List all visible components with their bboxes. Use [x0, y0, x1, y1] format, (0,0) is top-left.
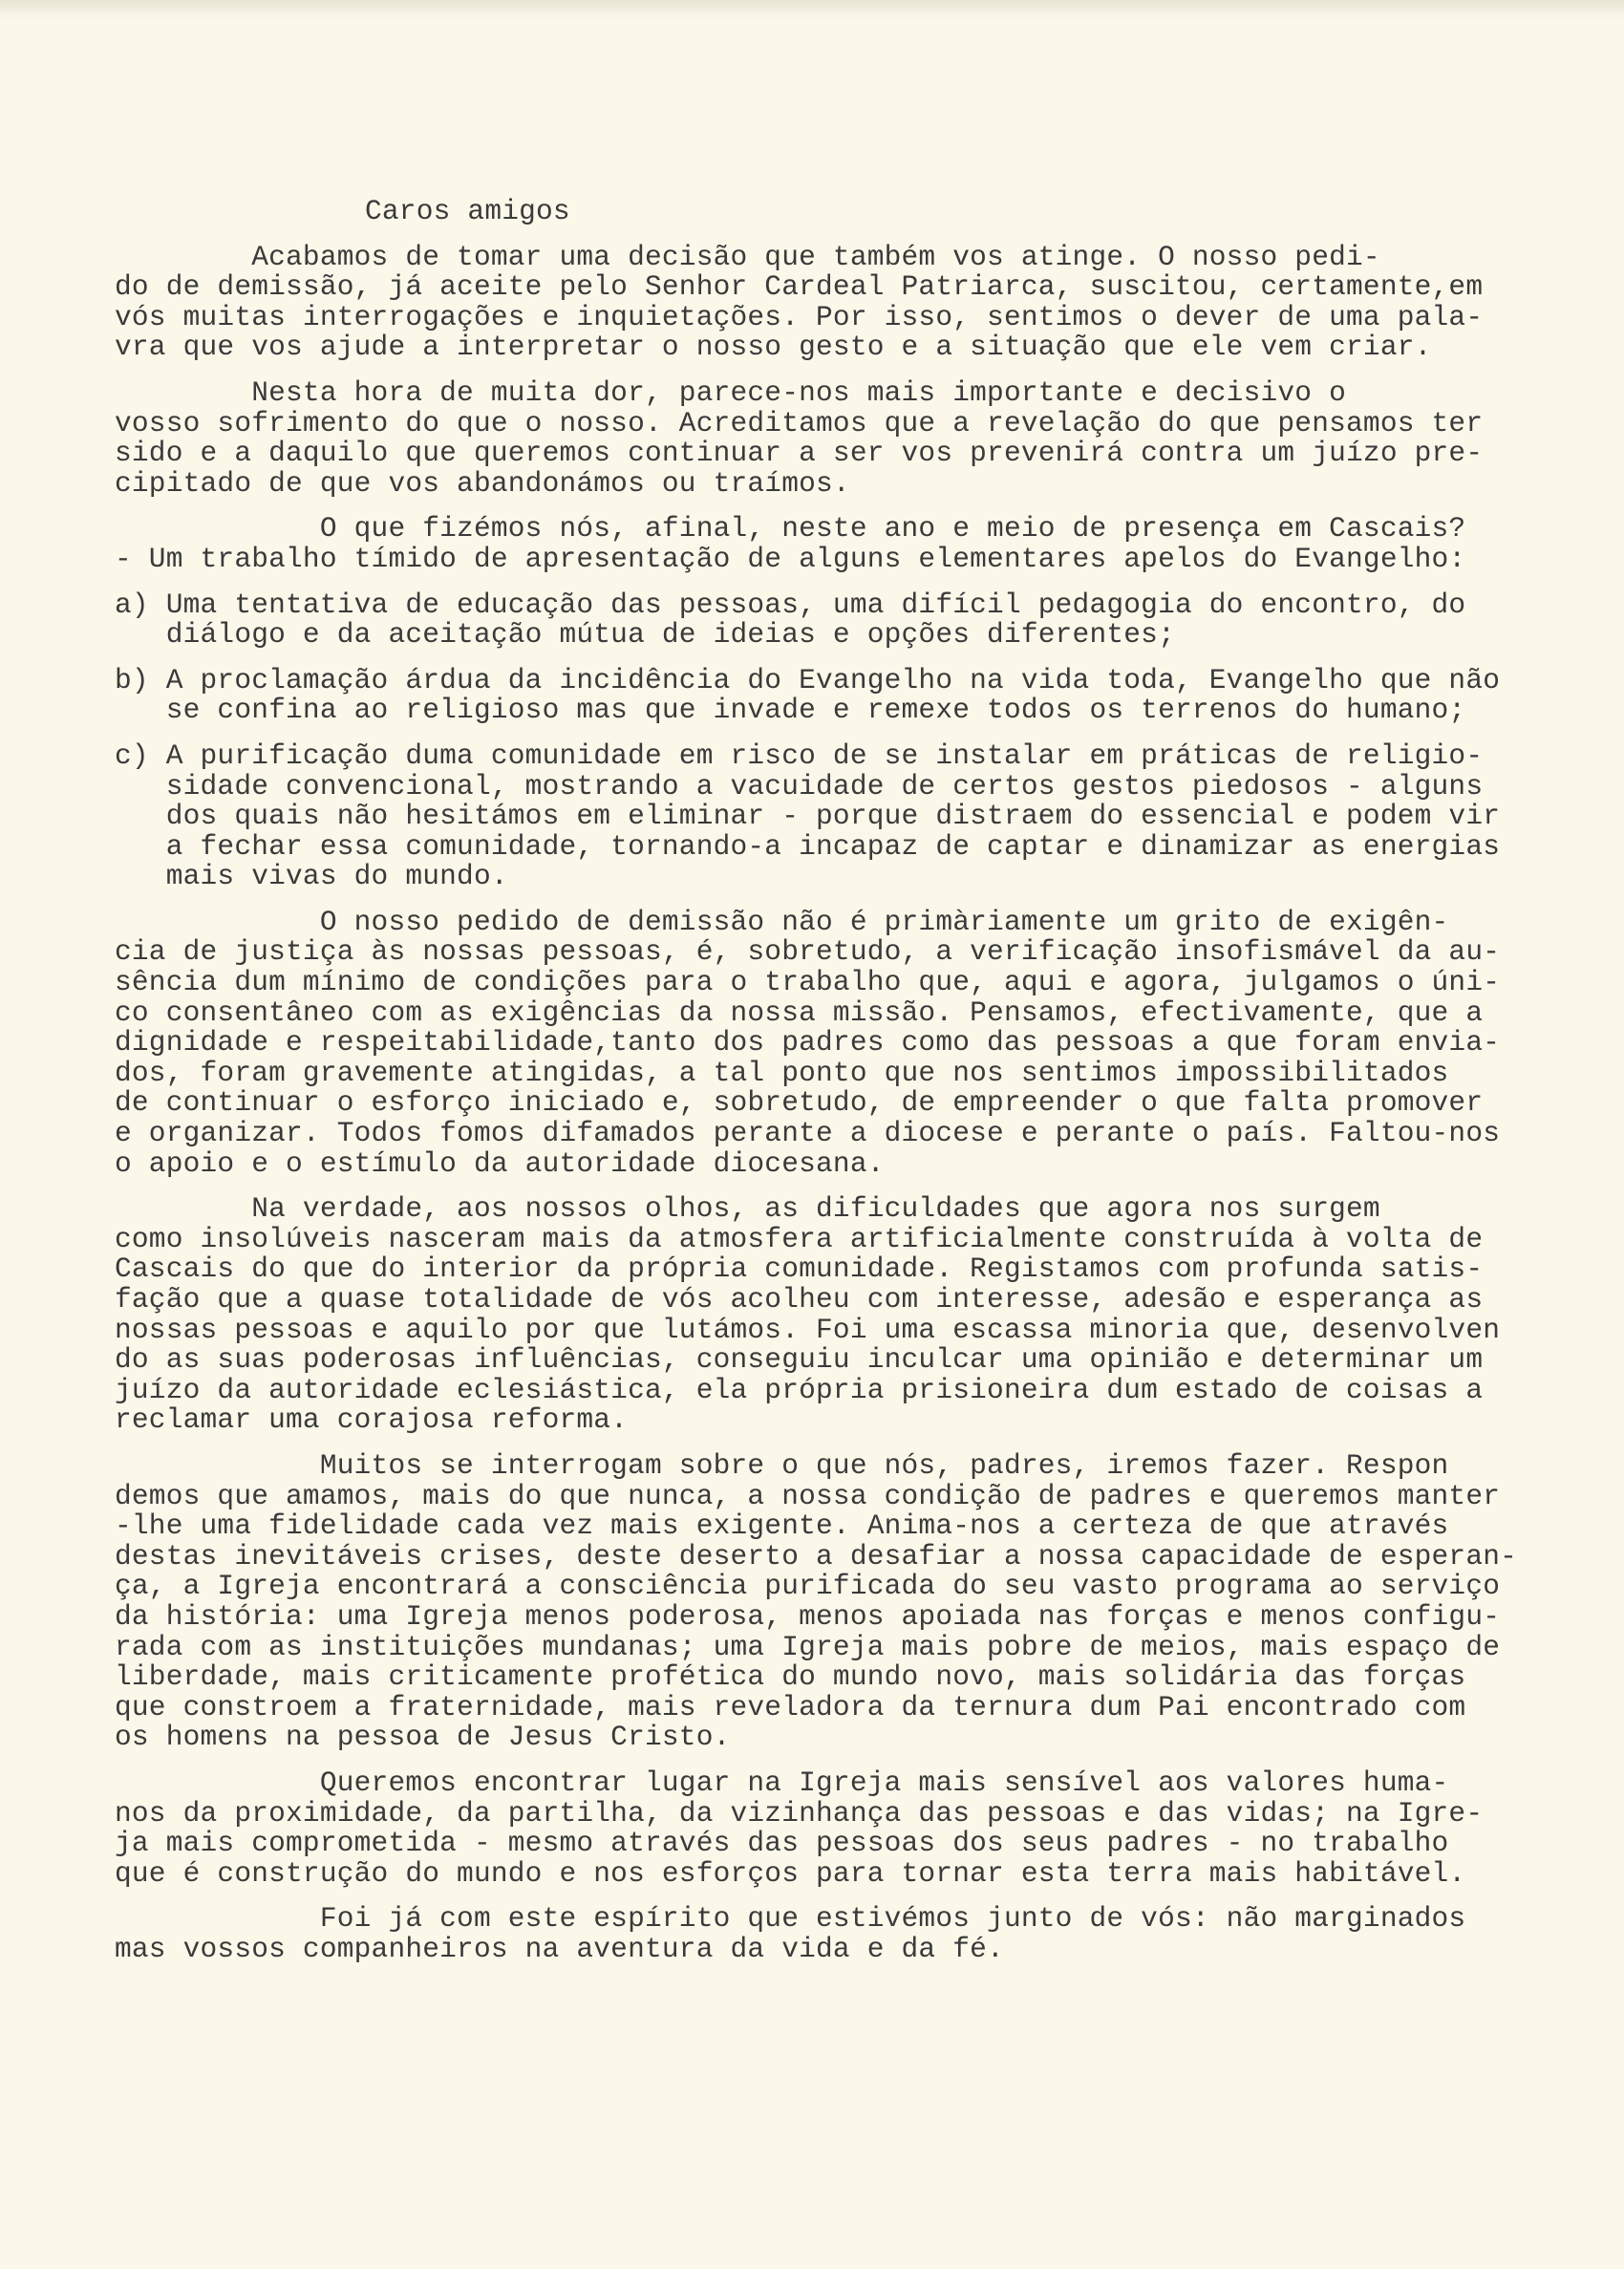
text-line: demos que amamos, mais do que nunca, a nossa condição de padres e queremos manter [115, 1479, 1501, 1512]
text-line: o apoio e o estímulo da autoridade diocesana. [115, 1146, 885, 1180]
paragraph-p6 [115, 1448, 1518, 1754]
typewritten-letter [115, 195, 1518, 1980]
text-line: mais vivas do mundo. [115, 860, 508, 893]
text-line: Nesta hora de muita dor, parece-nos mais importante e decisivo o [115, 375, 1347, 409]
paragraph-p3 [115, 514, 1490, 574]
letter-body [115, 240, 1518, 1965]
text-line: rada com as instituições mundanas; uma Igreja mais pobre de meios, mais espaço de [115, 1630, 1501, 1663]
text-line: mas vossos companheiros na aventura da vida e da fé. [115, 1932, 1004, 1965]
text-line: b) A proclamação árdua da incidência do Evangelho na vida toda, Evangelho que não [115, 663, 1501, 696]
text-line: os homens na pessoa de Jesus Cristo. [115, 1721, 731, 1754]
paragraph-p5 [115, 1192, 1501, 1437]
text-line: da história: uma Igreja menos poderosa, menos apoiada nas forças e menos configu- [115, 1599, 1501, 1633]
text-line: sidade convencional, mostrando a vacuidade de certos gestos piedosos - alguns [115, 769, 1484, 803]
paragraph-p7 [115, 1768, 1490, 1889]
text-line: sido e a daquilo que queremos continuar a ser vos prevenirá contra um juízo pre- [115, 437, 1484, 470]
text-line: vosso sofrimento do que o nosso. Acreditamos que a revelação do que pensamos ter [115, 406, 1484, 439]
text-line: vós muitas interrogações e inquietações. Por isso, sentimos o dever de uma pala- [115, 300, 1484, 333]
text-line: cia de justiça às nossas pessoas, é, sobretudo, a verificação insofismável da au- [115, 935, 1501, 969]
text-line: Queremos encontrar lugar na Igreja mais sensível aos valores huma- [115, 1766, 1449, 1799]
text-line: destas inevitáveis crises, deste deserto a desafiar a nossa capacidade de esperan- [115, 1539, 1518, 1573]
paragraph-p4 [115, 905, 1501, 1180]
paragraph-item-b [115, 663, 1501, 727]
text-line: liberdade, mais criticamente profética do mundo novo, mais solidária das forças [115, 1660, 1466, 1694]
text-line: do de demissão, já aceite pelo Senhor Cardeal Patriarca, suscitou, certamente,em [115, 270, 1484, 304]
text-line: que constroem a fraternidade, mais reveladora da ternura dum Pai encontrado com [115, 1690, 1466, 1723]
text-line: diálogo e da aceitação mútua de ideias e opções diferentes; [115, 618, 1175, 652]
text-line: Foi já com este espírito que estivémos junto de vós: não marginados [115, 1902, 1466, 1936]
text-line: a) Uma tentativa de educação das pessoas, uma difícil pedagogia do encontro, do [115, 588, 1466, 621]
text-line: juízo da autoridade eclesiástica, ela própria prisioneira dum estado de coisas a [115, 1373, 1484, 1406]
text-line: nos da proximidade, da partilha, da vizinhança das pessoas e das vidas; na Igre- [115, 1796, 1484, 1830]
text-line: Na verdade, aos nossos olhos, as dificuldades que agora nos surgem [115, 1192, 1380, 1226]
paragraph-p1 [115, 240, 1490, 364]
text-line: vra que vos ajude a interpretar o nosso gesto e a situação que ele vem criar. [115, 331, 1432, 364]
text-line: do as suas poderosas influências, conseguiu inculcar uma opinião e determinar um [115, 1343, 1484, 1377]
text-line: nossas pessoas e aquilo por que lutámos. Foi uma escassa minoria que, desenvolven [115, 1313, 1501, 1346]
text-line: Acabamos de tomar uma decisão que também vos atinge. O nosso pedi- [115, 240, 1380, 273]
text-line: dos, foram gravemente atingidas, a tal ponto que nos sentimos impossibilitados [115, 1056, 1449, 1089]
text-line: O nosso pedido de demissão não é primàriamente um grito de exigên- [115, 905, 1449, 938]
text-line: dignidade e respeitabilidade,tanto dos padres como das pessoas a que foram envia- [115, 1026, 1501, 1060]
paper-top-edge [0, 0, 1624, 19]
text-line: como insolúveis nasceram mais da atmosfera artificialmente construída à volta de [115, 1222, 1484, 1255]
text-line: Cascais do que do interior da própria comunidade. Registamos com profunda satis- [115, 1252, 1484, 1286]
text-line: se confina ao religioso mas que invade e remexe todos os terrenos do humano; [115, 694, 1466, 727]
text-line: O que fizémos nós, afinal, neste ano e meio de presença em Cascais? [115, 512, 1466, 546]
text-line: - Um trabalho tímido de apresentação de alguns elementares apelos do Evangelho: [115, 542, 1466, 575]
paragraph-p8 [115, 1904, 1490, 1964]
text-line: co consentâneo com as exigências da nossa missão. Pensamos, efectivamente, que a [115, 995, 1484, 1029]
paragraph-item-c [115, 738, 1501, 893]
paragraph-item-a [115, 590, 1490, 651]
text-line: a fechar essa comunidade, tornando-a incapaz de captar e dinamizar as energias [115, 829, 1501, 863]
salutation: Caros amigos [365, 195, 570, 227]
text-line: ça, a Igreja encontrará a consciência purificada do seu vasto programa ao serviço [115, 1570, 1501, 1603]
paragraph-p2 [115, 375, 1490, 500]
text-line: dos quais não hesitámos em eliminar - porque distraem do essencial e podem vir [115, 800, 1501, 833]
text-line: e organizar. Todos fomos difamados perante a diocese e perante o país. Faltou-nos [115, 1117, 1501, 1150]
text-line: cipitado de que vos abandonámos ou traímos. [115, 466, 850, 500]
text-line: ja mais comprometida - mesmo através das pessoas dos seus padres - no trabalho [115, 1827, 1449, 1860]
text-line: c) A purificação duma comunidade em risco de se instalar em práticas de religio- [115, 738, 1484, 772]
text-line: de continuar o esforço iniciado e, sobretudo, de empreender o que falta promover [115, 1086, 1484, 1120]
text-line: que é construção do mundo e nos esforços para tornar esta terra mais habitável. [115, 1856, 1466, 1890]
text-line: Muitos se interrogam sobre o que nós, padres, iremos fazer. Respon [115, 1448, 1449, 1482]
text-line: sência dum mínimo de condições para o trabalho que, aqui e agora, julgamos o úni- [115, 966, 1501, 999]
text-line: reclamar uma corajosa reforma. [115, 1403, 629, 1437]
text-line: -lhe uma fidelidade cada vez mais exigente. Anima-nos a certeza de que através [115, 1509, 1449, 1543]
text-line: fação que a quase totalidade de vós acolheu com interesse, adesão e esperança as [115, 1283, 1484, 1316]
